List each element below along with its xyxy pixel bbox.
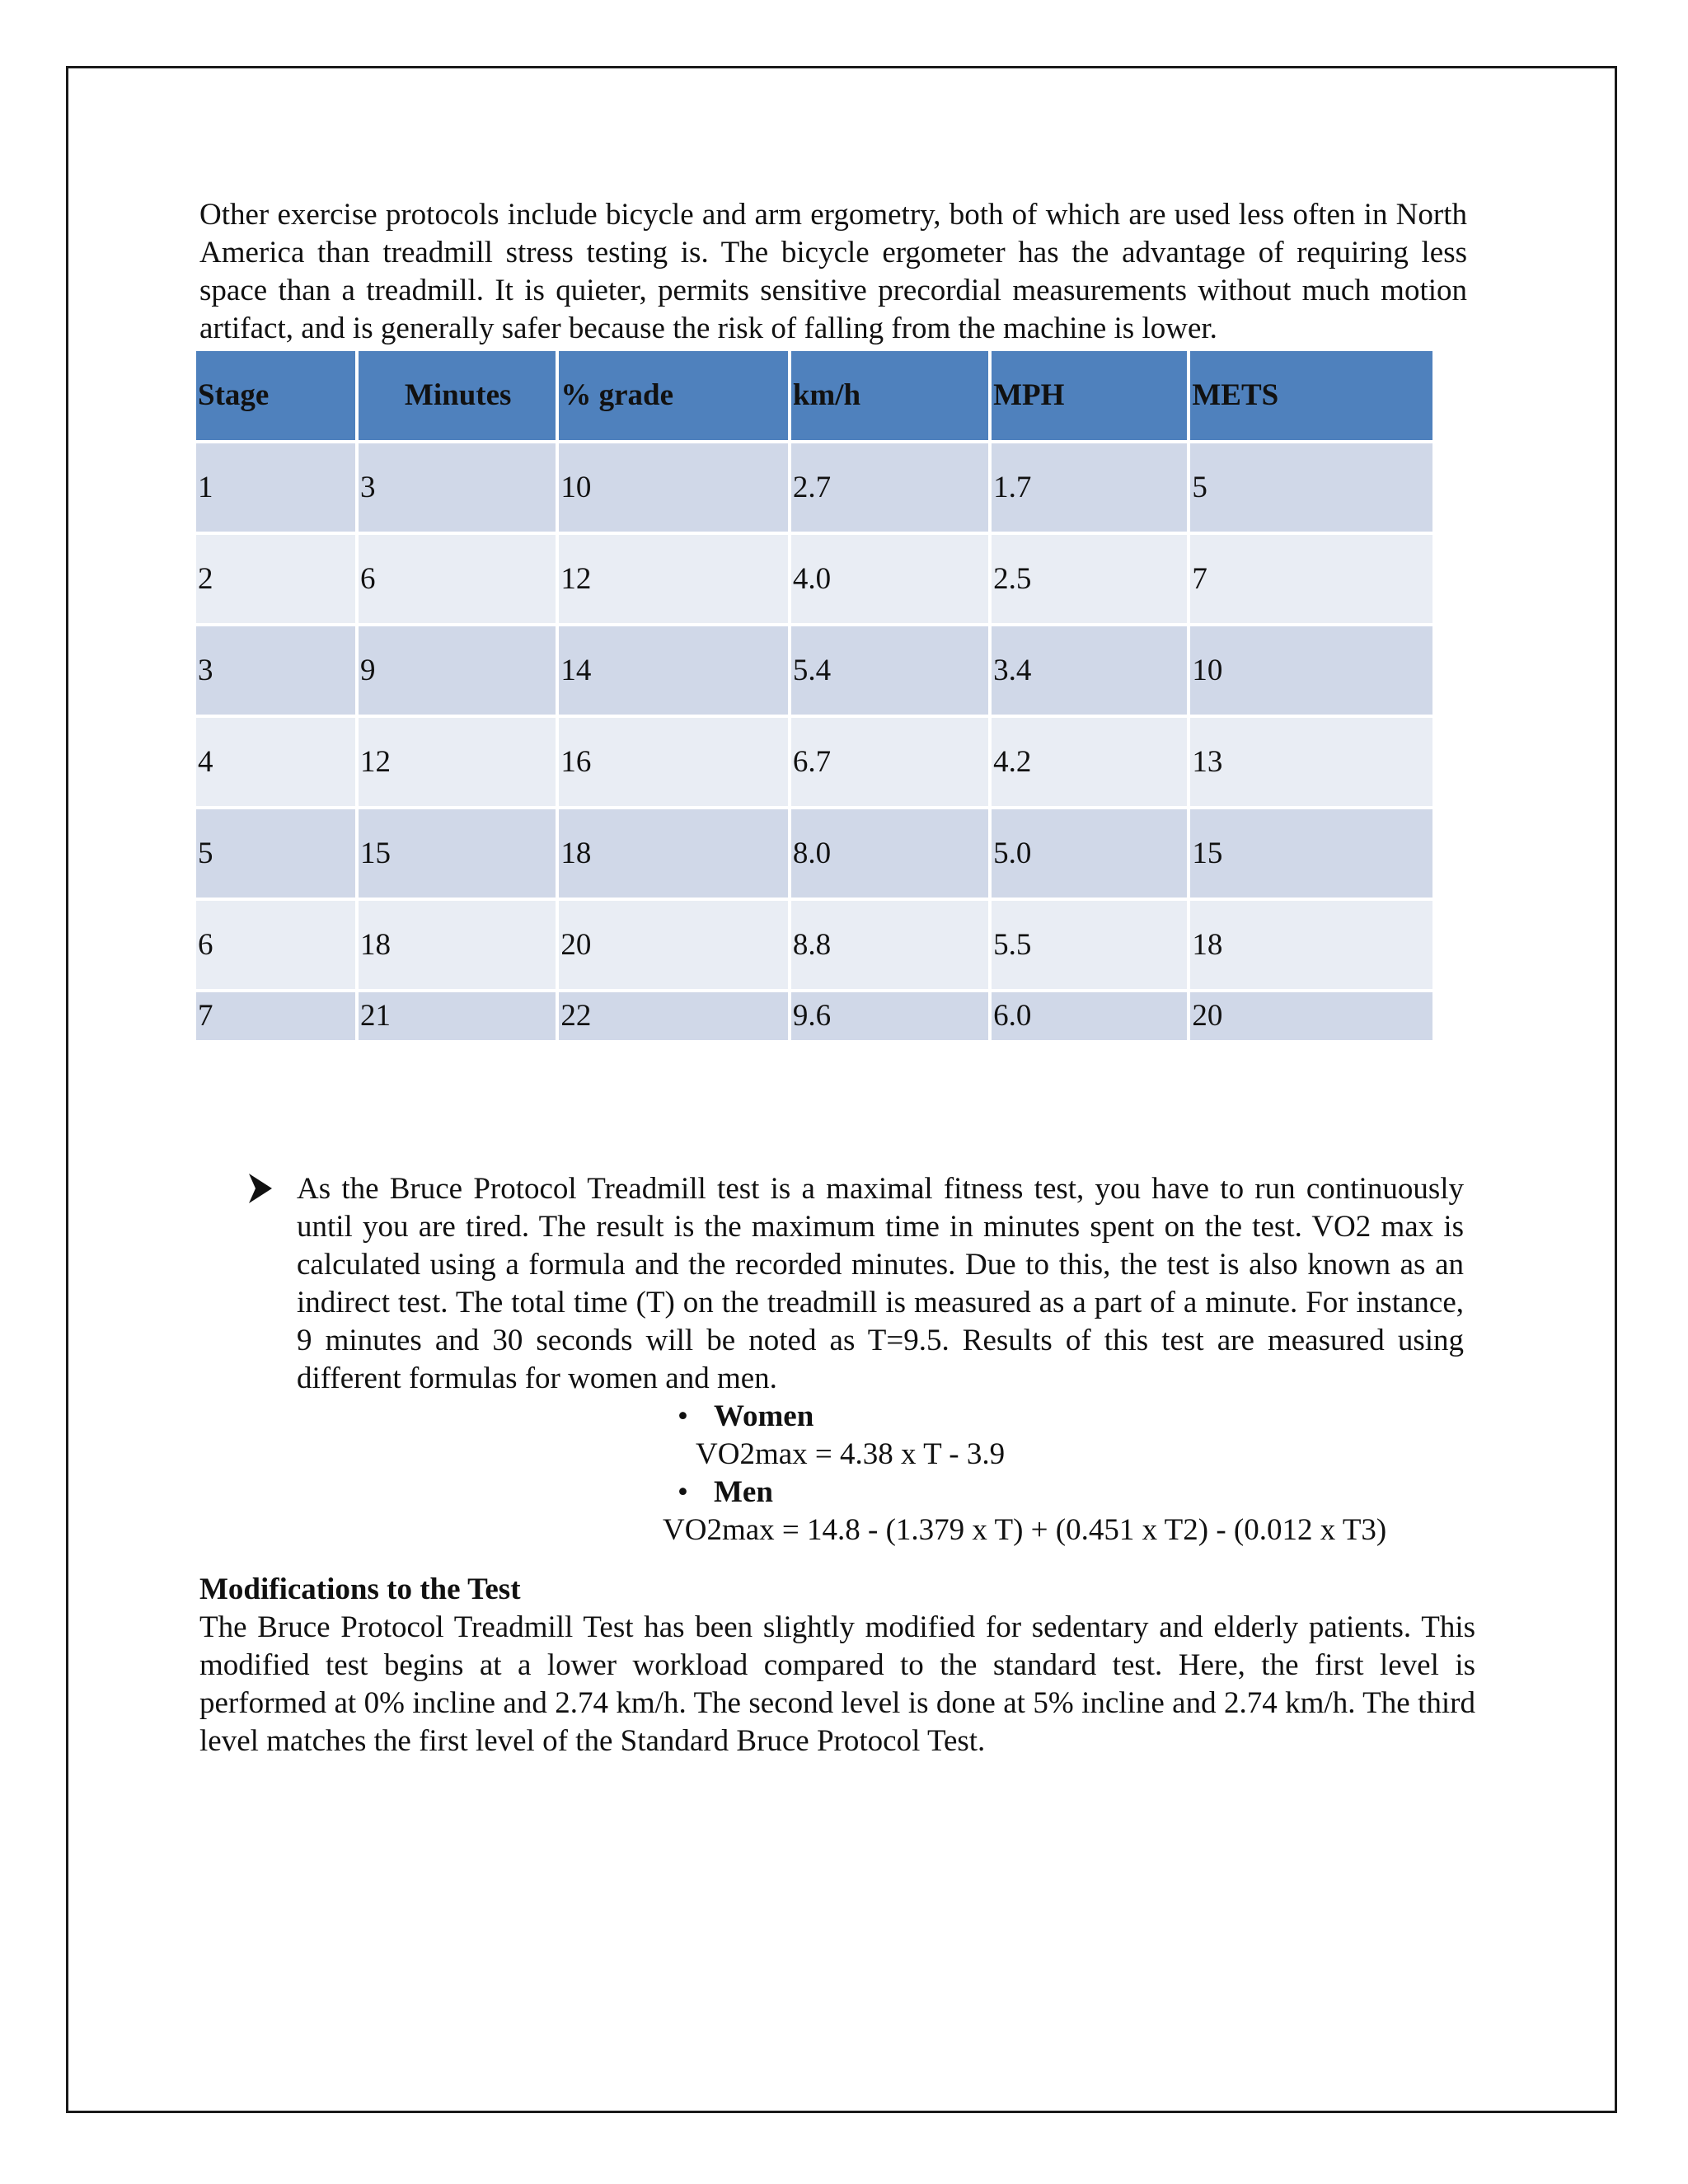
table-cell: 8.0 xyxy=(791,809,988,898)
table-cell: 22 xyxy=(559,992,788,1040)
table-cell: 16 xyxy=(559,718,788,806)
table-cell: 8.8 xyxy=(791,901,988,989)
table-row xyxy=(196,809,1432,898)
table-row xyxy=(196,443,1432,532)
formula-block xyxy=(297,1398,1464,1549)
bullet-item xyxy=(297,1170,1464,1549)
table-cell: 5 xyxy=(196,809,355,898)
bullet-dot-icon: • xyxy=(678,1399,688,1433)
table-cell: 21 xyxy=(359,992,556,1040)
table-cell: 6.7 xyxy=(791,718,988,806)
table-row xyxy=(196,901,1432,989)
table-cell: 7 xyxy=(1190,535,1432,623)
table-row xyxy=(196,535,1432,623)
table-cell: 3 xyxy=(196,626,355,715)
header-kmh: km/h xyxy=(791,351,988,440)
women-label: Women xyxy=(714,1399,814,1433)
men-heading xyxy=(678,1474,773,1511)
modifications-paragraph: The Bruce Protocol Treadmill Test has been slightly modified for sedentary and elderly patients. This modified test begins at a lower workload compared to the standard test. Here, the first level is performed at 0% incline and 2.74 km/h. The second level is done at 5% incline and 2.74 km/h. The third level matches the first level of the Standard Bruce Protocol Test. xyxy=(199,1610,1475,1758)
bullet-dot-icon: • xyxy=(678,1475,688,1509)
table-cell: 4 xyxy=(196,718,355,806)
table-cell: 14 xyxy=(559,626,788,715)
table-cell: 12 xyxy=(559,535,788,623)
header-mph: MPH xyxy=(992,351,1187,440)
table-cell: 4.0 xyxy=(791,535,988,623)
table-cell: 3.4 xyxy=(992,626,1187,715)
table-row xyxy=(196,626,1432,715)
men-formula: VO2max = 14.8 - (1.379 x T) + (0.451 x T2) - (0.012 x T3) xyxy=(663,1513,1387,1547)
table-cell: 10 xyxy=(1190,626,1432,715)
arrow-bullet-icon xyxy=(249,1174,272,1203)
table-cell: 2 xyxy=(196,535,355,623)
table-cell: 6.0 xyxy=(992,992,1187,1040)
table-cell: 13 xyxy=(1190,718,1432,806)
table-cell: 9 xyxy=(359,626,556,715)
table-cell: 3 xyxy=(359,443,556,532)
table-cell: 5.4 xyxy=(791,626,988,715)
table-cell: 15 xyxy=(359,809,556,898)
section-heading: Modifications to the Test xyxy=(199,1572,521,1606)
women-formula: VO2max = 4.38 x T - 3.9 xyxy=(696,1437,1006,1471)
table-cell: 2.5 xyxy=(992,535,1187,623)
table-cell: 6 xyxy=(196,901,355,989)
table-row xyxy=(196,992,1432,1040)
table-cell: 2.7 xyxy=(791,443,988,532)
table-cell: 12 xyxy=(359,718,556,806)
intro-paragraph: Other exercise protocols include bicycle and arm ergometry, both of which are used less often in North America than treadmill stress testing is. The bicycle ergometer has the advantage of requiring less space than a treadmill. It is quieter, permits sensitive precordial measurements without much motion artifact, and is generally safer because the risk of falling from the machine is lower. xyxy=(199,198,1467,345)
table-cell: 20 xyxy=(1190,992,1432,1040)
header-minutes: Minutes xyxy=(359,351,556,440)
bullet-paragraph: As the Bruce Protocol Treadmill test is a maximal fitness test, you have to run continuously until you are tired. The result is the maximum time in minutes spent on the test. VO2 max is calculated using a formula and the recorded minutes. Due to this, the test is also known as an indirect test. The total time (T) on the treadmill is measured as a part of a minute. For instance, 9 minutes and 30 seconds will be noted as T=9.5. Results of this test are measured using different formulas for women and men. xyxy=(297,1172,1464,1395)
table-header-row xyxy=(196,351,1432,440)
table-cell: 20 xyxy=(559,901,788,989)
table-cell: 18 xyxy=(559,809,788,898)
table-cell: 10 xyxy=(559,443,788,532)
table-cell: 5 xyxy=(1190,443,1432,532)
men-label: Men xyxy=(714,1475,773,1509)
table-cell: 18 xyxy=(359,901,556,989)
women-heading xyxy=(678,1398,814,1436)
table-cell: 9.6 xyxy=(791,992,988,1040)
table-cell: 4.2 xyxy=(992,718,1187,806)
table-row xyxy=(196,718,1432,806)
header-stage: Stage xyxy=(196,351,355,440)
table-cell: 18 xyxy=(1190,901,1432,989)
header-mets: METS xyxy=(1190,351,1432,440)
table-cell: 15 xyxy=(1190,809,1432,898)
bruce-protocol-table xyxy=(193,348,1436,1043)
table-cell: 1.7 xyxy=(992,443,1187,532)
table-cell: 5.0 xyxy=(992,809,1187,898)
table-cell: 5.5 xyxy=(992,901,1187,989)
table-cell: 7 xyxy=(196,992,355,1040)
header-grade: % grade xyxy=(559,351,788,440)
table-cell: 6 xyxy=(359,535,556,623)
document-content xyxy=(199,196,1482,1760)
table-cell: 1 xyxy=(196,443,355,532)
